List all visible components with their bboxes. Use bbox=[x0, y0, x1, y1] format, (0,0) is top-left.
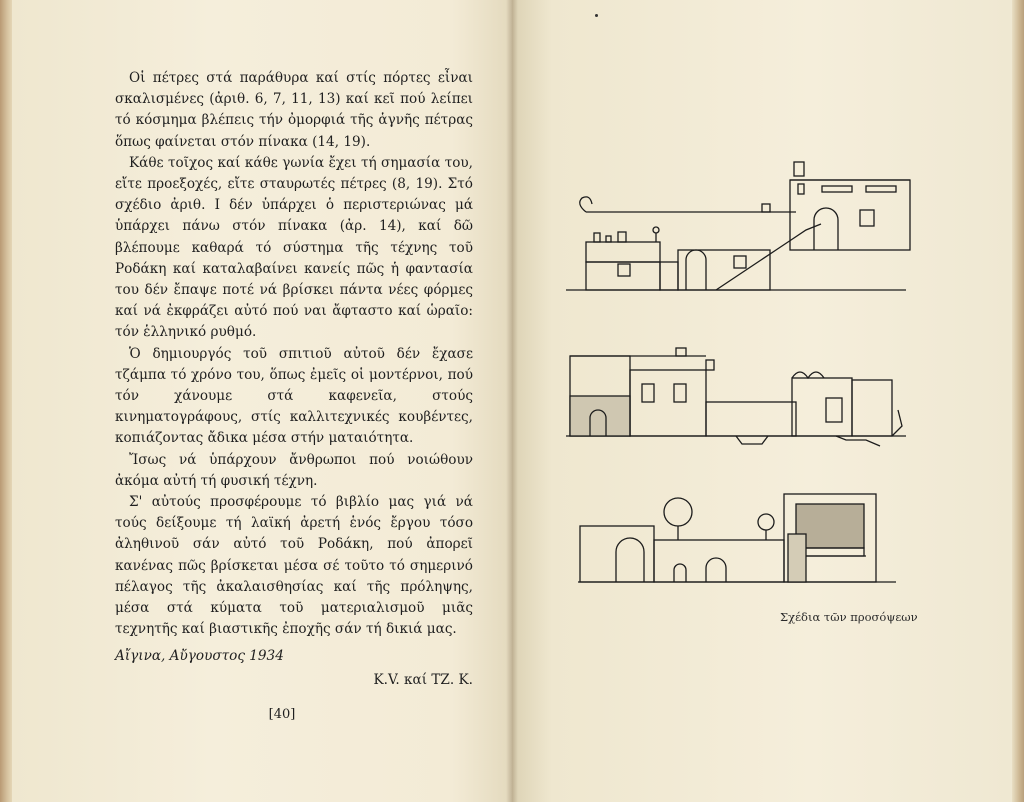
paragraph: Σ' αὐτούς προσφέρουμε τό βιβλίο μας γιά νά τούς δείξουμε τή λαϊκή ἀρετή ἑνός ἔργου τόσο ἀληθινοῦ σάν αὐτό τοῦ Ροδάκη, πού ἀπορεῖ κανένας πῶς βρίσκεται μέσα σέ τοῦτο τό σημερινό πέλαγος τῆς ἀκαλαισθησίας καί τῆς πρόληψης, μέσα στά κύματα τοῦ ματεριαλισμοῦ μιᾶς τεχνητῆς καί βιαστικῆς ἐποχῆς σάν τή δικιά μας. bbox=[115, 494, 473, 638]
paragraph: Κάθε τοῖχος καί κάθε γωνία ἔχει τή σημασία του, εἴτε προεξοχές, εἴτε σταυρωτές πέτρες (8, 19). Στό σχέδιο ἀριθ. Ι δέν ὑπάρχει ὁ περιστεριώνας μά ὑπάρχει πάνω στόν πίνακα (ἀρ. 14), καί δῶ βλέπουμε καθαρά τό σύστημα τῆς τέχνης τοῦ Ροδάκη καί καταλαβαίνει κανείς πῶς ἡ φαντασία του δέν ἔπαψε ποτέ νά βρίσκει πάντα νέες φόρμες καί νά ἐκφράζει αὐτό πού ναι ἄφταστο καί ὡραῖο: τόν ἑλληνικό ρυθμό. bbox=[115, 154, 473, 341]
ink-speck bbox=[595, 14, 598, 17]
book-gutter bbox=[506, 0, 518, 802]
paragraph: Ὁ δημιουργός τοῦ σπιτιοῦ αὐτοῦ δέν ἔχασε τζάμπα τό χρόνο του, ὅπως ἐμεῖς οἱ μοντέρνοι, πού τόν χάνουμε στά καφενεῖα, στούς κινηματογράφους, στίς καλλιτεχνικές κουβέντες, κοπιάζοντας ἄδικα μέσα στήν ματαιότητα. bbox=[115, 345, 473, 447]
facade-drawing-3 bbox=[566, 486, 916, 626]
book-edge-right bbox=[1012, 0, 1024, 802]
facade-drawing-2 bbox=[566, 340, 916, 480]
figure-caption: Σχέδια τῶν προσόψεων bbox=[780, 610, 918, 624]
page-number: [40] bbox=[268, 707, 296, 722]
left-page-text bbox=[115, 68, 473, 691]
facade-drawing-1 bbox=[566, 158, 916, 298]
authors-signature: K.V. καί ΤΖ. K. bbox=[373, 671, 473, 688]
book-edge-left bbox=[0, 0, 12, 802]
place-date: Αἴγινα, Αὔγουστος 1934 bbox=[115, 648, 284, 665]
paragraph: Οἱ πέτρες στά παράθυρα καί στίς πόρτες εἶναι σκαλισμένες (ἀριθ. 6, 7, 11, 13) καί κεῖ πού λείπει τό κόσμημα βλέπεις τήν ὀμορφιά τῆς ἁγνῆς πέτρας ὅπως φαίνεται στόν πίνακα (14, 19). bbox=[115, 70, 473, 150]
paragraph: Ἴσως νά ὑπάρχουν ἄνθρωποι πού νοιώθουν ἀκόμα αὐτή τή φυσική τέχνη. bbox=[115, 451, 473, 489]
